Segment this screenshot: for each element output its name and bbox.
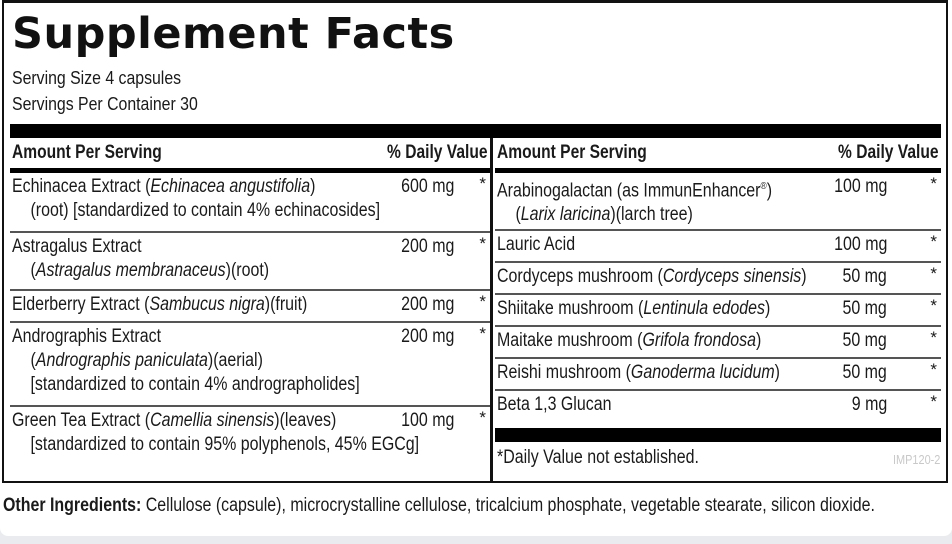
ingredient-name: Elderberry Extract (Sambucus nigra)(fruit)	[12, 294, 308, 315]
ingredient-name: Beta 1,3 Glucan	[497, 394, 612, 415]
table-row	[495, 327, 941, 359]
ingredient-amount: 50 mg	[842, 298, 887, 319]
daily-value: *	[479, 174, 486, 193]
daily-value: *	[930, 360, 937, 379]
ingredient-name: Andrographis Extract (Andrographis paniculata)(aerial) [standardized to contain 4% andrographolides]	[12, 326, 360, 395]
page-title: Supplement Facts	[12, 9, 455, 59]
ingredient-amount: 200 mg	[400, 326, 454, 347]
ingredient-amount: 50 mg	[842, 362, 887, 383]
right-ingredient-column	[495, 138, 941, 421]
column-divider	[490, 138, 493, 481]
daily-value-header: % Daily Value	[387, 142, 488, 163]
ingredient-name: Astragalus Extract (Astragalus membranaceus)(root)	[12, 236, 270, 281]
daily-value: *	[479, 324, 486, 343]
ingredient-name: Echinacea Extract (Echinacea angustifolia) (root) [standardized to contain 4% echinacosides]	[12, 176, 381, 221]
daily-value: *	[930, 328, 937, 347]
ingredient-amount: 100 mg	[833, 234, 887, 255]
ingredient-name: Reishi mushroom (Ganoderma lucidum)	[497, 362, 780, 383]
daily-value: *	[479, 234, 486, 253]
table-row	[495, 173, 941, 231]
daily-value-header: % Daily Value	[838, 142, 939, 163]
ingredient-name: Cordyceps mushroom (Cordyceps sinensis)	[497, 266, 807, 287]
ingredient-amount: 9 mg	[851, 394, 887, 415]
daily-value: *	[930, 296, 937, 315]
ingredient-name: Arabinogalactan (as ImmunEnhancer®) (Larix laricina)(larch tree)	[497, 180, 773, 226]
daily-value: *	[479, 292, 486, 311]
table-row	[495, 295, 941, 327]
ingredient-amount: 200 mg	[400, 294, 454, 315]
servings-per-container: Servings Per Container 30	[12, 94, 198, 114]
table-row	[495, 391, 941, 421]
other-ingredients-label: Other Ingredients:	[3, 495, 142, 516]
table-row	[10, 407, 490, 467]
daily-value: *	[930, 264, 937, 283]
table-row	[495, 231, 941, 263]
ingredient-amount: 200 mg	[400, 236, 454, 257]
footnote-divider-bar	[495, 428, 941, 442]
ingredient-name: Lauric Acid	[497, 234, 576, 255]
table-row	[10, 291, 490, 323]
table-row	[495, 359, 941, 391]
ingredient-amount: 100 mg	[400, 410, 454, 431]
daily-value: *	[930, 174, 937, 193]
top-divider-bar	[10, 124, 941, 138]
other-ingredients	[3, 494, 875, 518]
amount-per-serving-header: Amount Per Serving	[12, 142, 162, 163]
ingredient-amount: 600 mg	[400, 176, 454, 197]
table-row	[10, 173, 490, 233]
daily-value: *	[930, 392, 937, 411]
table-row	[10, 233, 490, 291]
table-row	[495, 263, 941, 295]
product-code: IMP120-2	[892, 452, 940, 467]
ingredient-name: Green Tea Extract (Camellia sinensis)(leaves) [standardized to contain 95% polyphenols, 45% EGCg]	[12, 410, 420, 455]
table-header	[10, 138, 490, 173]
daily-value: *	[930, 232, 937, 251]
table-header	[495, 138, 941, 173]
table-row	[10, 323, 490, 407]
daily-value-footnote: *Daily Value not established.	[497, 447, 699, 468]
serving-size: Serving Size 4 capsules	[12, 68, 182, 88]
other-ingredients-text: Cellulose (capsule), microcrystalline cellulose, tricalcium phosphate, vegetable stearate, silicon dioxide.	[141, 495, 875, 516]
ingredient-name: Shiitake mushroom (Lentinula edodes)	[497, 298, 771, 319]
amount-per-serving-header: Amount Per Serving	[497, 142, 647, 163]
daily-value: *	[479, 408, 486, 427]
ingredient-amount: 50 mg	[842, 266, 887, 287]
left-ingredient-column	[10, 138, 490, 467]
ingredient-name: Maitake mushroom (Grifola frondosa)	[497, 330, 762, 351]
ingredient-amount: 100 mg	[833, 176, 887, 197]
ingredient-amount: 50 mg	[842, 330, 887, 351]
